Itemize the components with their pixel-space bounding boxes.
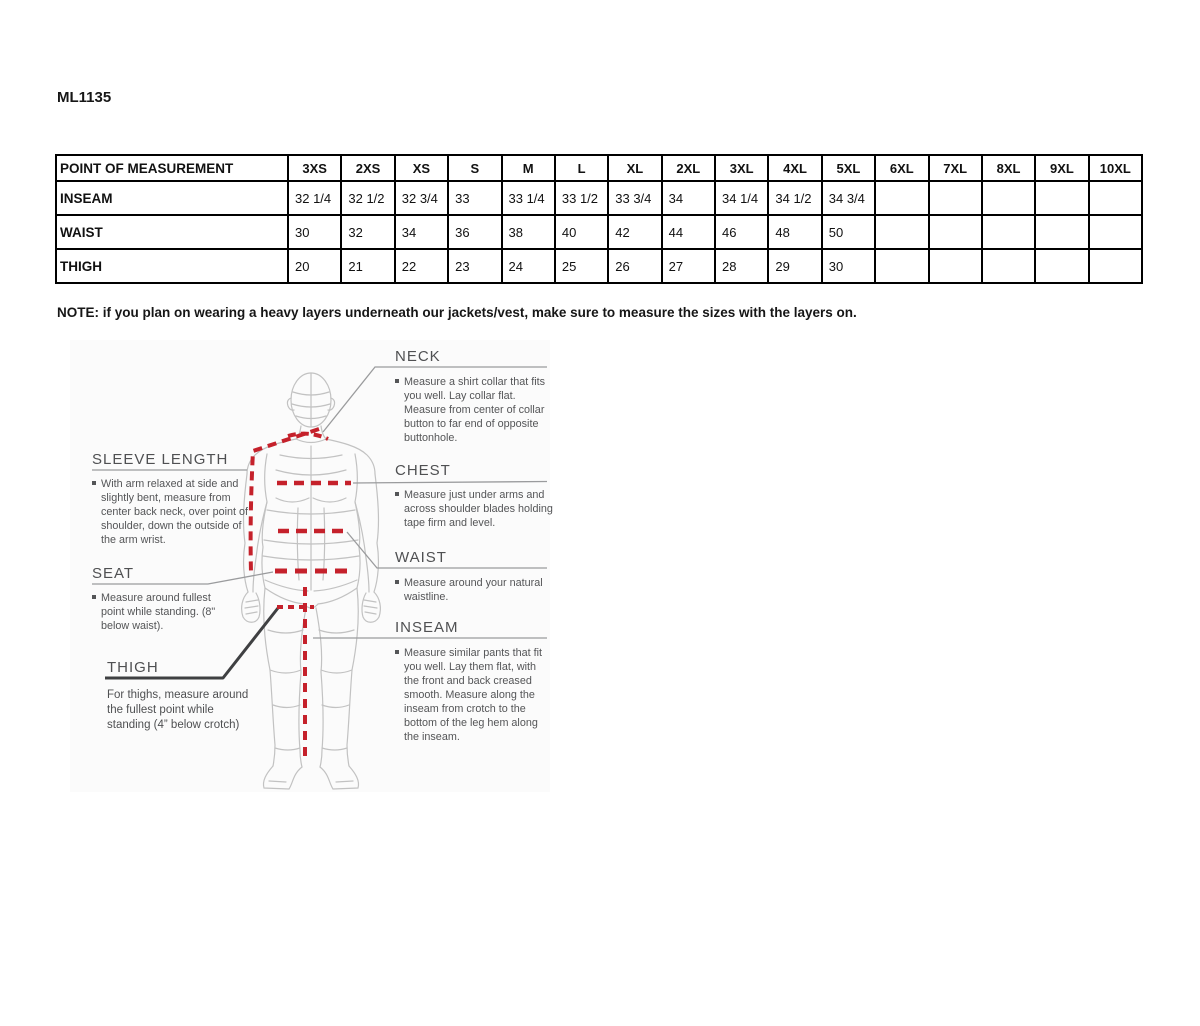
column-header-size-l: L [555, 155, 608, 181]
row-label: INSEAM [56, 181, 288, 215]
measurement-cell [982, 215, 1035, 249]
measurement-cell: 28 [715, 249, 768, 283]
measurement-cell [1035, 181, 1088, 215]
column-header-size-9xl: 9XL [1035, 155, 1088, 181]
measurement-cell: 33 [448, 181, 501, 215]
callout-chest-title: CHEST [395, 462, 451, 479]
table-row-thigh [56, 249, 1142, 283]
measurement-cell: 29 [768, 249, 821, 283]
measurement-cell: 34 [662, 181, 715, 215]
bullet-square-icon [92, 595, 96, 599]
measurement-cell: 32 3/4 [395, 181, 448, 215]
measurement-cell: 26 [608, 249, 661, 283]
measurement-cell: 30 [822, 249, 875, 283]
column-header-size-3xs: 3XS [288, 155, 341, 181]
row-label: THIGH [56, 249, 288, 283]
callout-seat [92, 565, 242, 633]
measurement-cell: 27 [662, 249, 715, 283]
callout-chest-text: Measure just under arms and across shoulder blades holding tape firm and level. [404, 489, 553, 530]
column-header-size-2xl: 2XL [662, 155, 715, 181]
callout-sleeve-length [92, 451, 262, 547]
measurement-cell [875, 215, 928, 249]
measurement-cell: 32 1/2 [341, 181, 394, 215]
layering-note: NOTE: if you plan on wearing a heavy layers underneath our jackets/vest, make sure to measure the sizes with the layers on. [57, 305, 857, 320]
callout-thigh-text: For thighs, measure around the fullest point while standing (4” below crotch) [107, 689, 249, 731]
measurement-cell: 30 [288, 215, 341, 249]
callout-inseam-text: Measure similar pants that fit you well. Lay them flat, with the front and back creased smooth. Measure along the inseam from crotch to the bottom of the leg hem along the inseam. [404, 647, 543, 744]
measurement-cell: 20 [288, 249, 341, 283]
measurement-cell: 22 [395, 249, 448, 283]
bullet-square-icon [395, 492, 399, 496]
column-header-size-s: S [448, 155, 501, 181]
measurement-cell [875, 249, 928, 283]
measurement-cell: 50 [822, 215, 875, 249]
neck-measure-line [288, 434, 328, 439]
column-header-size-6xl: 6XL [875, 155, 928, 181]
column-header-size-7xl: 7XL [929, 155, 982, 181]
column-header-size-8xl: 8XL [982, 155, 1035, 181]
measurement-cell [982, 181, 1035, 215]
measurement-cell: 36 [448, 215, 501, 249]
measurement-cell: 42 [608, 215, 661, 249]
column-header-size-xs: XS [395, 155, 448, 181]
measurement-cell: 38 [502, 215, 555, 249]
measurement-cell: 24 [502, 249, 555, 283]
measurement-cell: 33 1/4 [502, 181, 555, 215]
column-header-size-xl: XL [608, 155, 661, 181]
bullet-square-icon [395, 379, 399, 383]
column-header-size-m: M [502, 155, 555, 181]
bullet-square-icon [92, 481, 96, 485]
measurement-cell [929, 249, 982, 283]
measurement-cell: 32 1/4 [288, 181, 341, 215]
measurement-cell [929, 215, 982, 249]
column-header-size-4xl: 4XL [768, 155, 821, 181]
size-table-header-row [56, 155, 1142, 181]
measurement-cell [1089, 181, 1142, 215]
column-header-size-10xl: 10XL [1089, 155, 1142, 181]
callout-chest [395, 462, 555, 530]
measurement-cell: 34 1/4 [715, 181, 768, 215]
measurement-cell: 34 3/4 [822, 181, 875, 215]
measurement-cell [1035, 215, 1088, 249]
bullet-square-icon [395, 580, 399, 584]
measurement-cell: 44 [662, 215, 715, 249]
measurement-cell [1089, 249, 1142, 283]
callout-neck-text: Measure a shirt collar that fits you well. Lay collar flat. Measure from center of collar button to far end of opposite buttonhole. [404, 376, 546, 445]
measurement-cell [982, 249, 1035, 283]
callout-waist-title: WAIST [395, 549, 447, 566]
measurement-cell [1089, 215, 1142, 249]
column-header-size-5xl: 5XL [822, 155, 875, 181]
measurement-cell [929, 181, 982, 215]
page-title: ML1135 [57, 89, 112, 106]
callout-thigh [107, 659, 267, 733]
callout-thigh-title: THIGH [107, 659, 159, 676]
table-row-waist [56, 215, 1142, 249]
callout-sleeve-length-text: With arm relaxed at side and slightly bent, measure from center back neck, over point of shoulder, down the outside of the arm wrist. [101, 478, 249, 547]
measurement-cell: 33 1/2 [555, 181, 608, 215]
column-header-point-of-measurement: POINT OF MEASUREMENT [56, 155, 288, 181]
measurement-cell: 34 [395, 215, 448, 249]
measurement-cell: 46 [715, 215, 768, 249]
measurement-cell: 23 [448, 249, 501, 283]
size-table [55, 154, 1143, 284]
callout-inseam [395, 619, 557, 744]
callout-sleeve-length-title: SLEEVE LENGTH [92, 451, 229, 468]
measurement-diagram [70, 340, 553, 792]
measurement-cell: 40 [555, 215, 608, 249]
callout-neck [395, 348, 555, 445]
measurement-cell [875, 181, 928, 215]
column-header-size-3xl: 3XL [715, 155, 768, 181]
measurement-cell: 34 1/2 [768, 181, 821, 215]
bullet-square-icon [395, 650, 399, 654]
callout-inseam-title: INSEAM [395, 619, 459, 636]
measurement-cell: 48 [768, 215, 821, 249]
callout-seat-title: SEAT [92, 565, 135, 582]
column-header-size-2xs: 2XS [341, 155, 394, 181]
callout-neck-title: NECK [395, 348, 441, 365]
callout-waist [395, 549, 555, 604]
callout-seat-text: Measure around fullest point while standing. (8" below waist). [101, 592, 216, 633]
measurement-cell: 25 [555, 249, 608, 283]
measurement-cell: 21 [341, 249, 394, 283]
measurement-cell: 32 [341, 215, 394, 249]
row-label: WAIST [56, 215, 288, 249]
measurement-cell: 33 3/4 [608, 181, 661, 215]
table-row-inseam [56, 181, 1142, 215]
measurement-cell [1035, 249, 1088, 283]
callout-waist-text: Measure around your natural waistline. [404, 577, 543, 604]
